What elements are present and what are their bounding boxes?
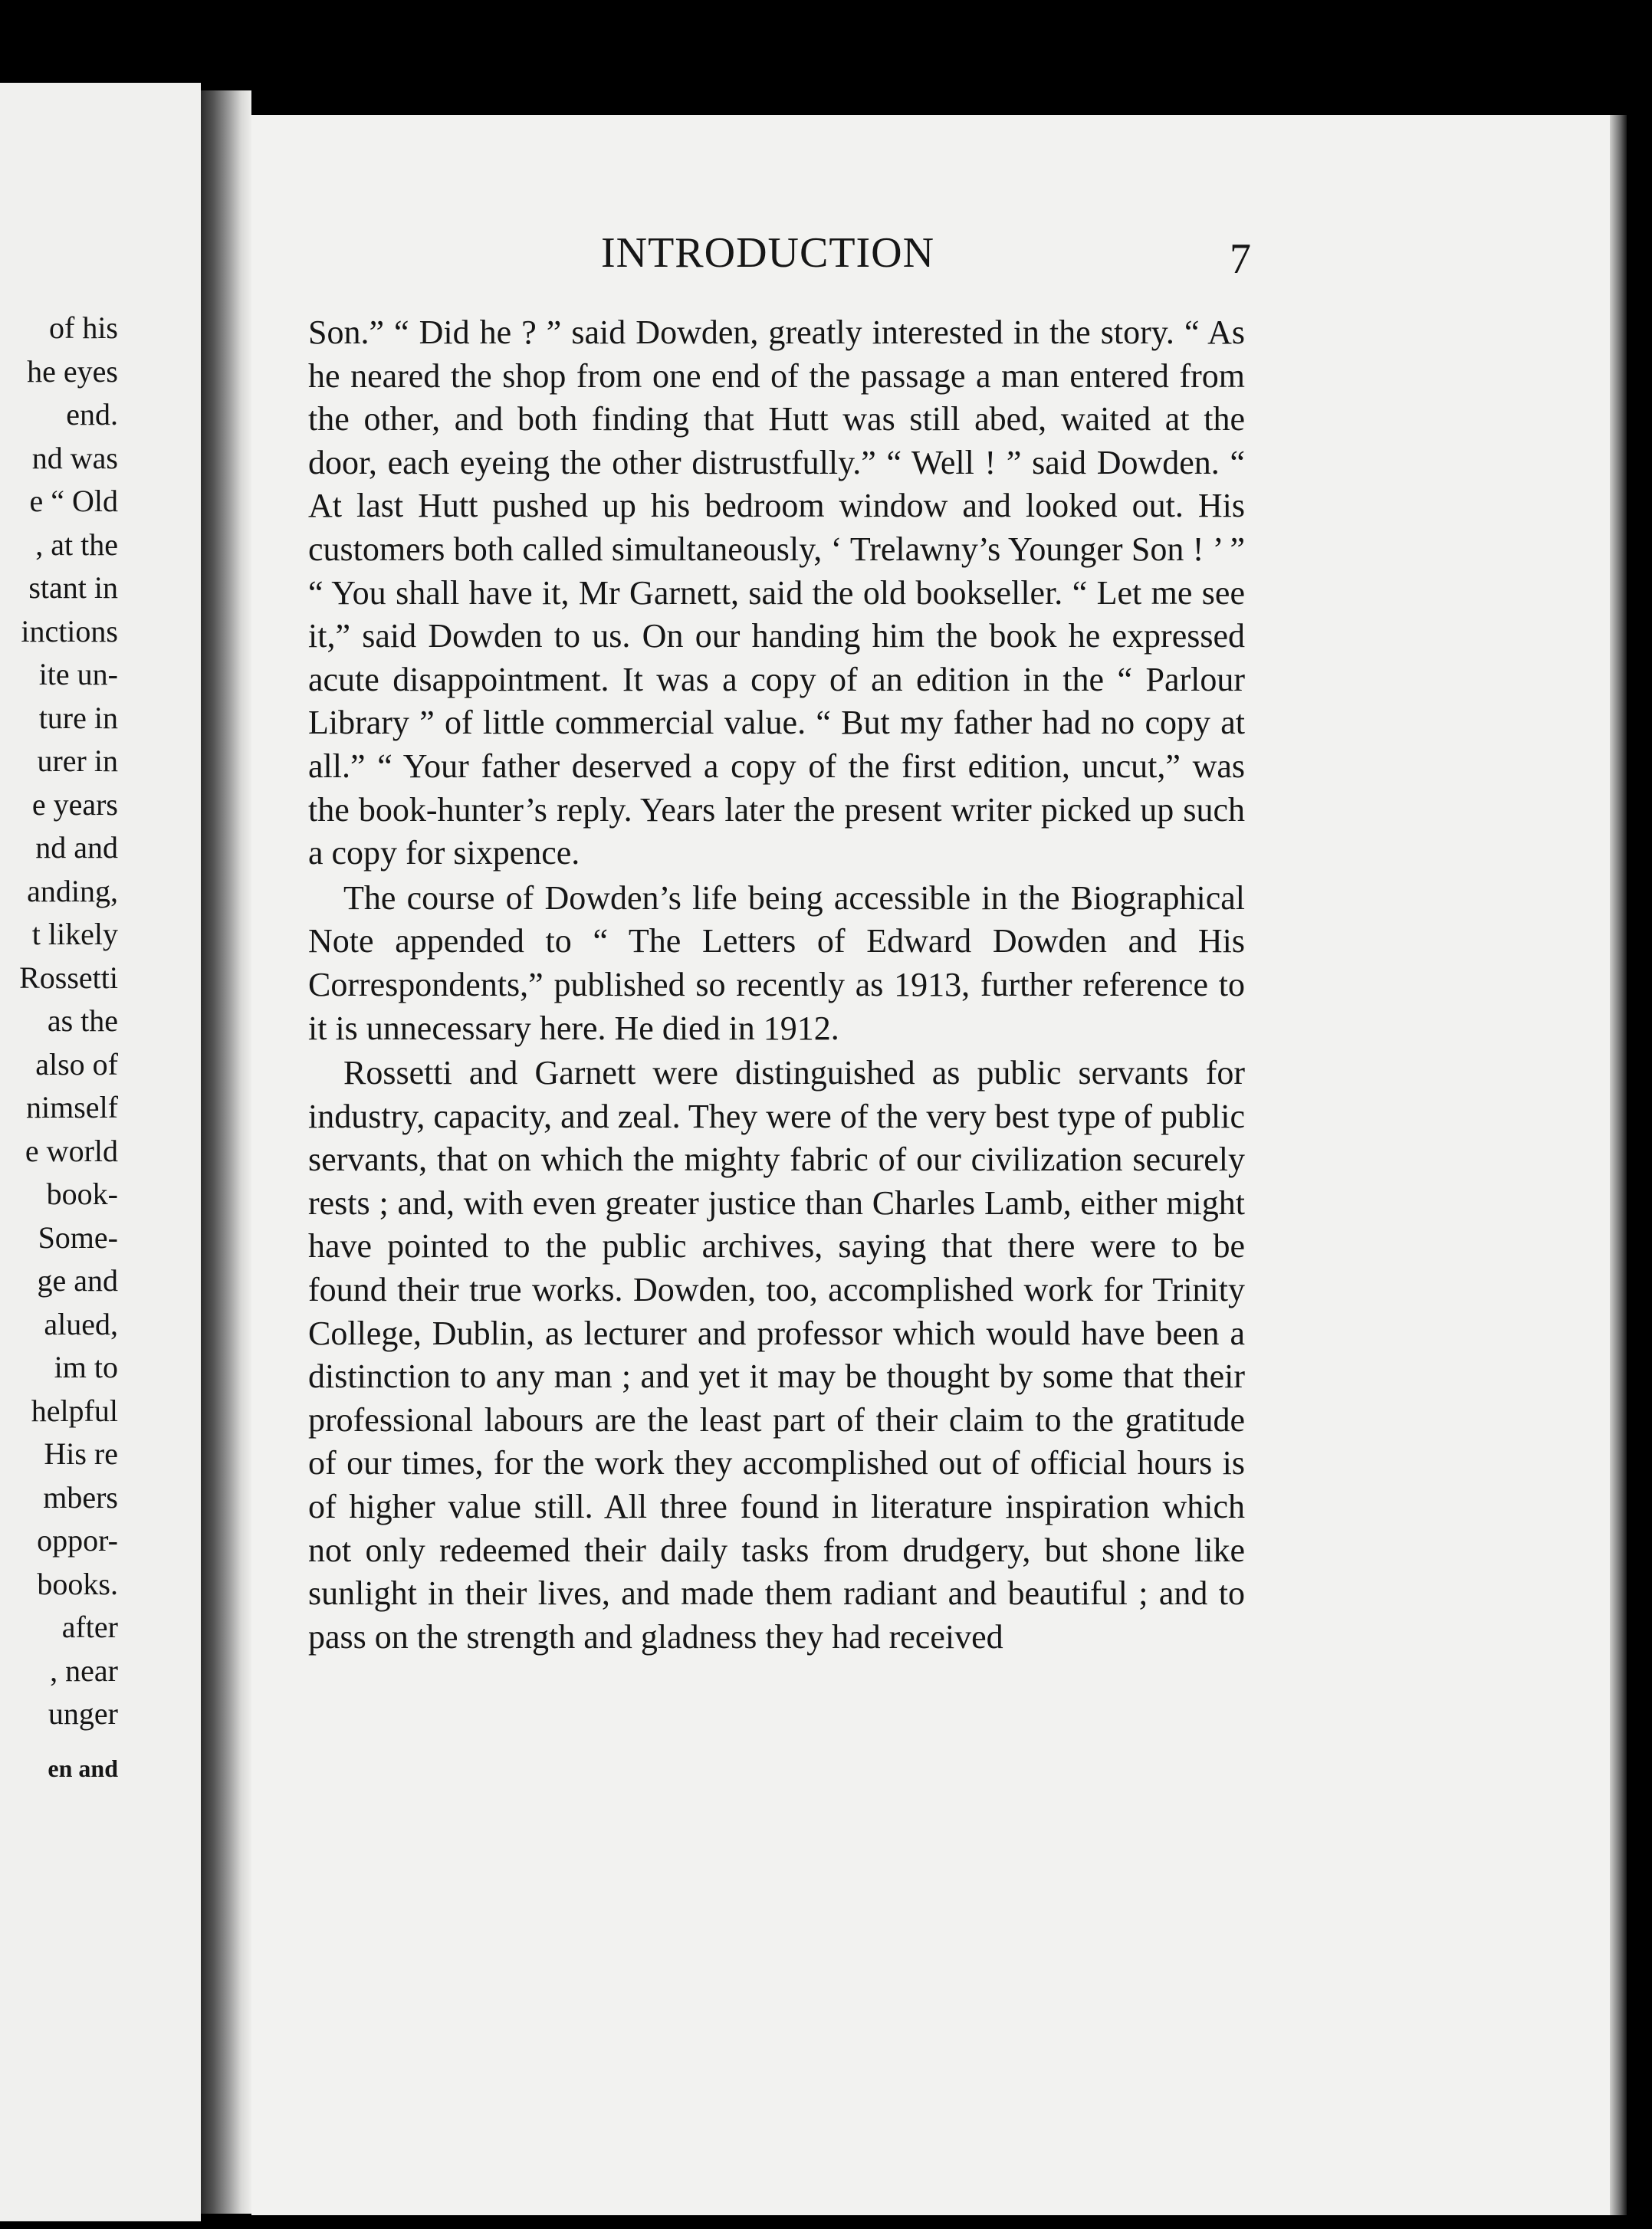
- current-page: [251, 115, 1610, 2215]
- previous-page-footnote: en and: [48, 1754, 118, 1782]
- previous-page-line: Rossetti: [19, 960, 118, 995]
- previous-page-line: unger: [48, 1696, 118, 1731]
- body-text: [308, 311, 1245, 1659]
- paragraph-public-servants: Rossetti and Garnett were distinguished as public servants for industry, capacity, and zeal. They were of the very best type of public servants, that on which the mighty fabric of our civilization securely rests ; and, with even greater justice than Charles Lamb, either might have pointed to the public archives, saying that there were to be found their true works. Dowden, too, accomplished work for Trinity College, Dublin, as lecturer and professor which would have been a distinction to any man ; and yet it may be thought by some that their professional labours are the least part of their claim to the gratitude of our times, for the work they accomplished out of official hours is of higher value still. All three found in literature inspiration which not only redeemed their daily tasks from drudgery, but shone like sunlight in their lives, and made them radiant and beautiful ; and to pass on the strength and gladness they had received: [308, 1054, 1245, 1656]
- previous-page-line: after: [61, 1610, 118, 1644]
- running-head: INTRODUCTION: [601, 229, 935, 277]
- page-header: [251, 228, 1610, 290]
- previous-page-line: alued,: [44, 1306, 118, 1341]
- previous-page-line: also of: [35, 1046, 118, 1082]
- previous-page-line: ge and: [37, 1263, 118, 1298]
- previous-page-line: oppor-: [37, 1523, 118, 1558]
- paragraph-dowden-life: The course of Dowden’s life being accessible in the Biographical Note appended to “ The Letters of Edward Dowden and His Correspondents,” published so recently as 1913, further reference to it is unnecessary here. He died in 1912.: [308, 878, 1245, 1047]
- previous-page-line: nd was: [31, 440, 118, 475]
- previous-page-line: im to: [54, 1350, 118, 1384]
- previous-page-line: t likely: [31, 917, 118, 951]
- previous-page-line: e world: [25, 1133, 118, 1168]
- previous-page-line: he eyes: [27, 353, 118, 389]
- previous-page-line: Some-: [38, 1220, 118, 1255]
- previous-page-line: as the: [47, 1003, 118, 1038]
- previous-page-line: stant in: [28, 570, 118, 605]
- previous-page-line: inctions: [21, 613, 118, 648]
- previous-page-line: nimself: [26, 1090, 118, 1124]
- previous-page-line: mbers: [43, 1479, 118, 1515]
- previous-page-line: anding,: [27, 873, 118, 908]
- previous-page-line: nd and: [35, 830, 118, 865]
- previous-page-line: , near: [50, 1653, 118, 1688]
- previous-page-line: book-: [46, 1177, 118, 1211]
- previous-page-line: end.: [66, 397, 118, 432]
- paragraph-continued: Son.” “ Did he ? ” said Dowden, greatly interested in the story. “ As he neared the shop from one end of the passage a man entered from the other, and both finding that Hutt was still abed, waited at the door, each eyeing the other distrustfully.” “ Well ! ” said Dowden. “ At last Hutt pushed up his bedroom window and looked out. His customers both called simultaneously, ‘ Trelawny’s Younger Son ! ’ ” “ You shall have it, Mr Garnett, said the old bookseller. “ Let me see it,” said Dowden to us. On our handing him the book he expressed acute disappointment. It was a copy of an edition in the “ Parlour Library ” of little commercial value. “ But my father had no copy at all.” “ Your father deserved a copy of the first edition, uncut,” was the book-hunter’s reply. Years later the present writer picked up such a copy for sixpence.: [308, 314, 1245, 872]
- previous-page-line: ture in: [38, 700, 118, 735]
- previous-page-line: urer in: [37, 744, 118, 778]
- previous-page-line: His re: [44, 1436, 118, 1471]
- page-edge: [1610, 115, 1627, 2215]
- previous-page-line-fragments: [19, 307, 118, 1790]
- book-gutter: [201, 90, 251, 2214]
- previous-page: [0, 83, 201, 2221]
- previous-page-line: ite un-: [38, 657, 118, 691]
- previous-page-line: , at the: [35, 527, 118, 562]
- previous-page-line: e “ Old: [29, 484, 118, 518]
- previous-page-line: of his: [49, 310, 118, 345]
- page-number: 7: [1230, 235, 1251, 283]
- previous-page-line: books.: [37, 1566, 118, 1601]
- previous-page-line: helpful: [31, 1393, 118, 1428]
- previous-page-line: e years: [31, 786, 118, 822]
